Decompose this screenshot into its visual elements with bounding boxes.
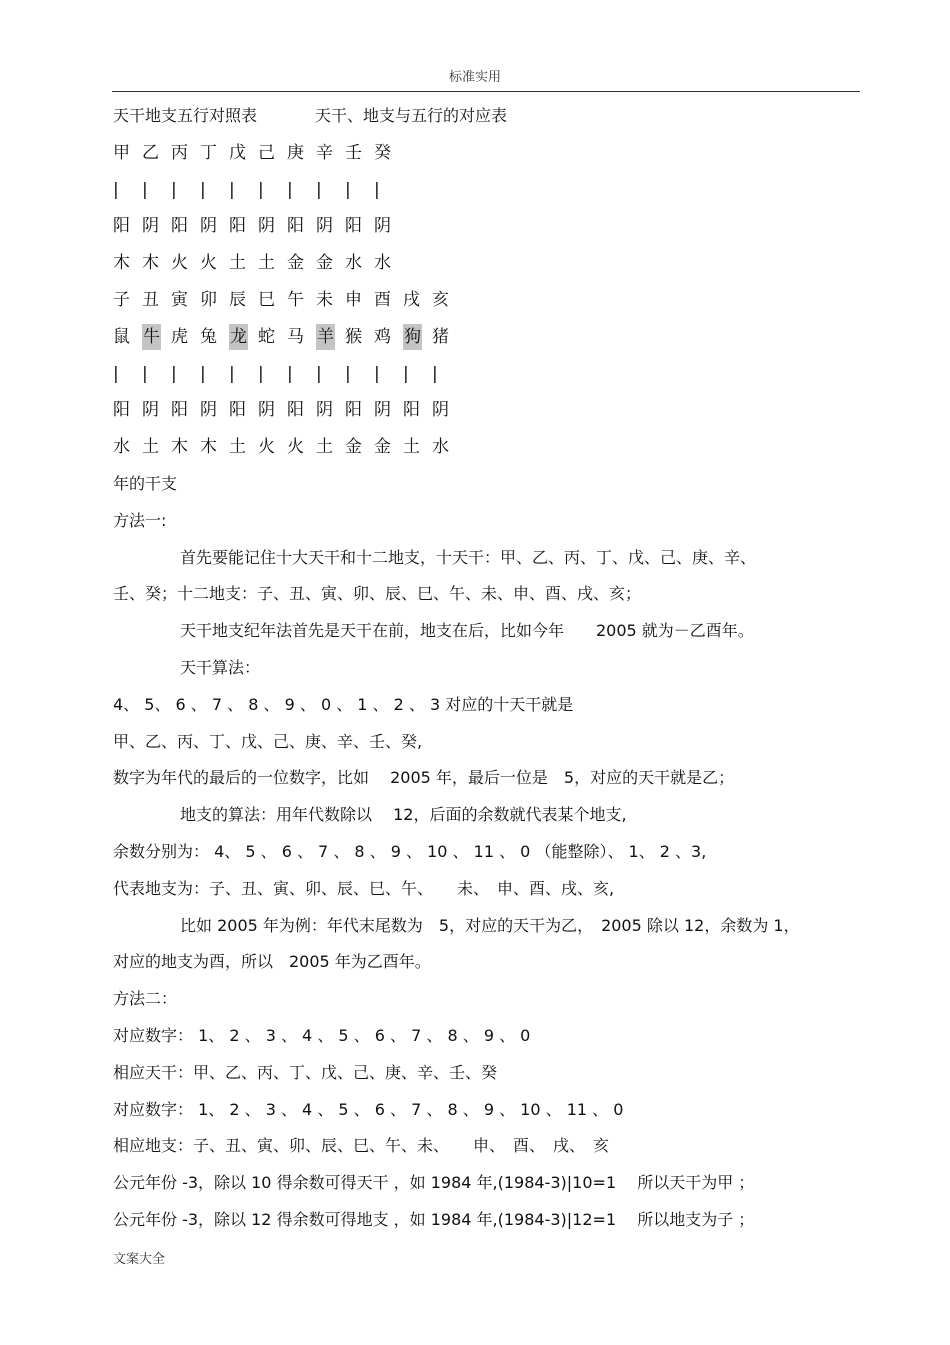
table-cell: 木 xyxy=(200,437,217,458)
method-one-heading: 方法一: xyxy=(113,510,167,530)
table-cell: 阴 xyxy=(258,216,275,237)
table-cell: 水 xyxy=(374,253,391,274)
paragraph-line: 余数分别为： 4、 5 、 6 、 7 、 8 、 9 、 10 、 11 、 0 （能整除）、 1、 2 、3, xyxy=(113,841,707,861)
table-cell: | xyxy=(171,363,177,384)
table-title-line xyxy=(113,98,853,135)
table-cell: 虎 xyxy=(171,326,188,347)
table-cell: 戊 xyxy=(229,142,246,163)
header-divider xyxy=(112,91,860,92)
table-cell: 阳 xyxy=(287,216,304,237)
table-cell: 亥 xyxy=(432,289,449,310)
table-cell: 木 xyxy=(171,437,188,458)
paragraph-line: 地支的算法：用年代数除以 12，后面的余数就代表某个地支, xyxy=(180,805,627,825)
table-cell: 阳 xyxy=(345,400,362,421)
stems-row xyxy=(113,135,853,172)
table-cell: 壬 xyxy=(345,142,362,163)
table-cell: | xyxy=(200,363,206,384)
table-cell: | xyxy=(229,363,235,384)
table-cell: 土 xyxy=(316,437,333,458)
table-cell: 阴 xyxy=(142,400,159,421)
stems-bars-row xyxy=(113,172,853,209)
table-cell: | xyxy=(258,179,264,200)
table-cell: 金 xyxy=(287,253,304,274)
table-cell: 阴 xyxy=(142,216,159,237)
table-cell: 阳 xyxy=(287,400,304,421)
table-cell: | xyxy=(229,179,235,200)
table-cell: 未 xyxy=(316,289,333,310)
table-cell: | xyxy=(113,363,119,384)
table-cell: 子 xyxy=(113,289,130,310)
paragraph-line: 对应数字： 1、 2 、 3 、 4 、 5 、 6 、 7 、 8 、 9 、 10 、 11 、 0 xyxy=(113,1099,624,1119)
section-heading: 年的干支 xyxy=(113,473,178,493)
table-cell: 金 xyxy=(374,437,391,458)
table-cell: 火 xyxy=(200,253,217,274)
table-cell: | xyxy=(142,179,148,200)
stems-yinyang-row xyxy=(113,208,853,245)
table-cell: 甲 xyxy=(113,142,130,163)
table-cell: 己 xyxy=(258,142,275,163)
table-cell: 猴 xyxy=(345,326,362,347)
table-cell: 申 xyxy=(345,289,362,310)
table-cell: 丁 xyxy=(200,142,217,163)
branches-yinyang-row xyxy=(113,392,853,429)
table-cell: 寅 xyxy=(171,289,188,310)
table-cell: | xyxy=(171,179,177,200)
stem-method-heading: 天干算法： xyxy=(180,657,261,677)
table-cell: 阳 xyxy=(403,400,420,421)
table-cell: 阴 xyxy=(374,400,391,421)
table-cell: 阳 xyxy=(229,216,246,237)
paragraph-line: 天干地支纪年法首先是天干在前，地支在后，比如今年 2005 就为－乙酉年。 xyxy=(180,621,754,641)
table-cell: 辛 xyxy=(316,142,333,163)
branches-row xyxy=(113,282,853,319)
document-body xyxy=(113,98,853,1239)
table-cell: 火 xyxy=(287,437,304,458)
table-cell: 阴 xyxy=(200,216,217,237)
paragraph-line: 相应地支：子、丑、寅、卯、辰、巳、午、未、 申、 酉、 戌、 亥 xyxy=(113,1136,610,1156)
paragraph-line: 公元年份 -3，除以 10 得余数可得天干 ，如 1984 年,(1984-3)|10=1 所以天干为甲 ； xyxy=(113,1173,755,1193)
method-two-heading: 方法二： xyxy=(113,989,178,1009)
table-cell: 金 xyxy=(316,253,333,274)
branches-bars-row xyxy=(113,356,853,393)
table-cell: 水 xyxy=(432,437,449,458)
table-cell: 阳 xyxy=(229,400,246,421)
table-cell: 蛇 xyxy=(258,326,275,347)
table-cell: | xyxy=(432,363,438,384)
table-cell: 牛 xyxy=(142,319,171,356)
table-cell: 鸡 xyxy=(374,326,391,347)
table-cell: 辰 xyxy=(229,289,246,310)
table-cell: 土 xyxy=(142,437,159,458)
table-cell: | xyxy=(374,363,380,384)
table-cell: | xyxy=(403,363,409,384)
table-cell: 金 xyxy=(345,437,362,458)
table-cell: 阳 xyxy=(113,400,130,421)
table-cell: | xyxy=(258,363,264,384)
table-cell: | xyxy=(287,179,293,200)
paragraph-line: 4、 5、 6 、 7 、 8 、 9 、 0 、 1 、 2 、 3 对应的十天干就是 xyxy=(113,694,574,714)
table-cell: | xyxy=(142,363,148,384)
table-cell: 马 xyxy=(287,326,304,347)
paragraph-line: 代表地支为：子、丑、寅、卯、辰、巳、午、 未、 申、酉、戌、亥, xyxy=(113,878,615,898)
table-cell: 阳 xyxy=(345,216,362,237)
table-cell: 龙 xyxy=(229,319,258,356)
table-cell: 癸 xyxy=(374,142,391,163)
table-cell: 乙 xyxy=(142,142,159,163)
table-cell: 狗 xyxy=(403,319,432,356)
table-cell: 木 xyxy=(142,253,159,274)
table-cell: 兔 xyxy=(200,326,217,347)
page-footer: 文案大全 xyxy=(113,1252,166,1267)
table-cell: | xyxy=(316,179,322,200)
table-cell: 水 xyxy=(113,437,130,458)
paragraph-line: 首先要能记住十大天干和十二地支，十天干：甲、乙、丙、丁、戊、己、庚、辛、 xyxy=(180,547,757,567)
table-cell: 午 xyxy=(287,289,304,310)
page-header: 标准实用 xyxy=(448,70,501,85)
paragraph-line: 壬、癸；十二地支：子、丑、寅、卯、辰、巳、午、未、申、酉、戌、亥； xyxy=(113,584,642,604)
table-cell: 土 xyxy=(229,253,246,274)
table-cell: 土 xyxy=(258,253,275,274)
table-cell: 丑 xyxy=(142,289,159,310)
table-cell: 戌 xyxy=(403,289,420,310)
table-cell: | xyxy=(113,179,119,200)
table-cell: 酉 xyxy=(374,289,391,310)
table-cell: | xyxy=(287,363,293,384)
table-title-right: 天干、地支与五行的对应表 xyxy=(315,106,508,125)
table-cell: 火 xyxy=(258,437,275,458)
table-cell: 丙 xyxy=(171,142,188,163)
table-cell: 土 xyxy=(229,437,246,458)
table-cell: 阴 xyxy=(374,216,391,237)
table-cell: 火 xyxy=(171,253,188,274)
paragraph-line: 对应数字： 1、 2 、 3 、 4 、 5 、 6 、 7 、 8 、 9 、 0 xyxy=(113,1025,531,1045)
table-cell: | xyxy=(316,363,322,384)
table-cell: 阳 xyxy=(113,216,130,237)
table-cell: 土 xyxy=(403,437,420,458)
table-cell: 阳 xyxy=(171,216,188,237)
table-cell: 庚 xyxy=(287,142,304,163)
table-cell: 阴 xyxy=(200,400,217,421)
paragraph-line: 对应的地支为酉，所以 2005 年为乙酉年。 xyxy=(113,952,431,972)
table-cell: 阴 xyxy=(432,400,449,421)
paragraph-line: 公元年份 -3，除以 12 得余数可得地支 ，如 1984 年,(1984-3)|12=1 所以地支为子 ； xyxy=(113,1209,755,1229)
table-cell: 阴 xyxy=(316,216,333,237)
table-title-left: 天干地支五行对照表 xyxy=(113,106,258,125)
stems-elements-row xyxy=(113,245,853,282)
table-cell: | xyxy=(345,179,351,200)
animals-row xyxy=(113,319,853,356)
paragraph-line: 甲、乙、丙、丁、戊、己、庚、辛、壬、癸, xyxy=(113,731,423,751)
table-cell: 水 xyxy=(345,253,362,274)
table-cell: | xyxy=(345,363,351,384)
branches-elements-row xyxy=(113,429,853,466)
paragraph-line: 比如 2005 年为例：年代末尾数为 5，对应的天干为乙， 2005 除以 12，余数为 1， xyxy=(180,915,800,935)
table-cell: 阴 xyxy=(258,400,275,421)
table-cell: 巳 xyxy=(258,289,275,310)
table-cell: 卯 xyxy=(200,289,217,310)
table-cell: 羊 xyxy=(316,319,345,356)
table-cell: 阴 xyxy=(316,400,333,421)
table-cell: | xyxy=(200,179,206,200)
paragraph-line: 数字为年代的最后的一位数字，比如 2005 年，最后一位是 5，对应的天干就是乙； xyxy=(113,768,735,788)
paragraph-line: 相应天干：甲、乙、丙、丁、戊、己、庚、辛、壬、癸 xyxy=(113,1062,498,1082)
table-cell: 猪 xyxy=(432,326,449,347)
table-cell: 木 xyxy=(113,253,130,274)
table-cell: 阳 xyxy=(171,400,188,421)
table-cell: | xyxy=(374,179,380,200)
table-cell: 鼠 xyxy=(113,326,130,347)
